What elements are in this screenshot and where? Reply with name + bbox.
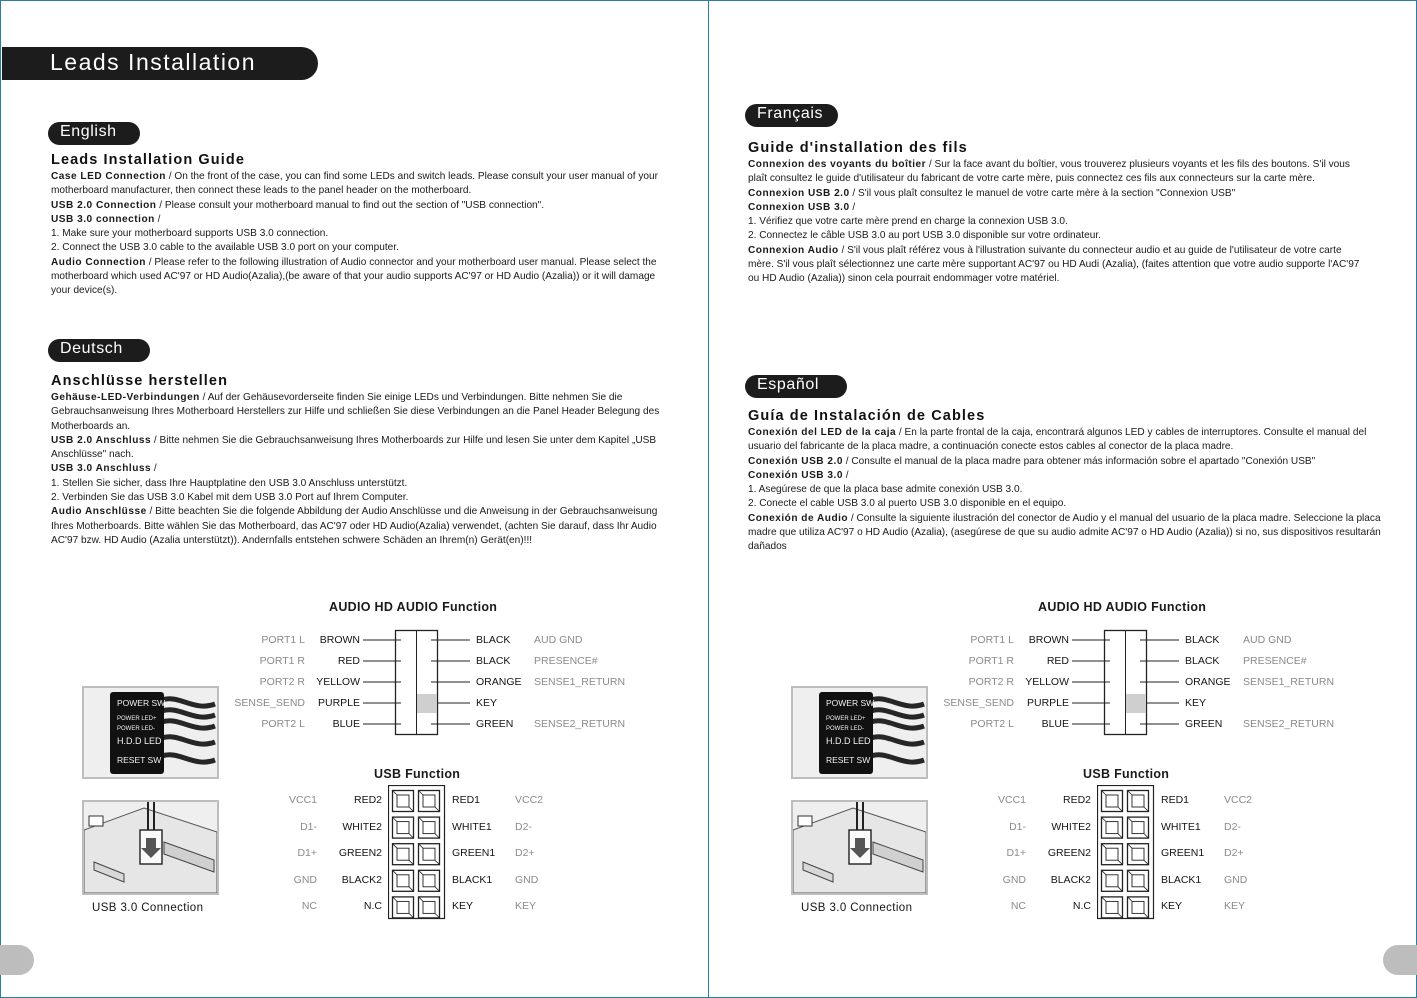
section-deutsch — [51, 372, 665, 548]
audio-pin-function-right: SENSE2_RETURN — [1243, 718, 1335, 730]
audio-wire-color-right: KEY — [476, 697, 498, 709]
audio-pin-function-left: PORT1 R — [259, 655, 305, 667]
usb-pin-function-left: D1- — [1009, 820, 1026, 833]
usb-wire-color-left: WHITE2 — [342, 820, 382, 833]
text-usb2: / S'il vous plaît consultez le manuel de votre carte mère à la section "Connexion USB" — [849, 187, 1236, 199]
section-espanol — [748, 407, 1388, 555]
lead-label: H.D.D LED — [826, 736, 871, 746]
audio-wire-color-right: BLACK — [476, 634, 511, 646]
lead-cable — [162, 699, 215, 706]
paragraph-usb3 — [51, 213, 663, 227]
paragraph-led — [51, 170, 663, 199]
lead-cable — [871, 737, 924, 744]
lead-cable — [871, 721, 924, 728]
label-usb3: USB 3.0 Anschluss — [51, 463, 152, 475]
front-panel-leads-photo — [791, 686, 928, 779]
usb-header-diagram — [388, 785, 458, 925]
text-usb3: / — [154, 213, 161, 225]
usb-wire-color-right: GREEN1 — [452, 847, 496, 860]
step-1: 1. Vérifiez que votre carte mère prend en charge la connexion USB 3.0. — [748, 216, 1068, 228]
paragraph-led — [748, 426, 1388, 455]
usb-wire-color-right: WHITE1 — [452, 820, 492, 833]
paragraph-usb3 — [748, 201, 1368, 215]
audio-function-title: AUDIO HD AUDIO Function — [329, 600, 498, 614]
usb-pin-function-left: GND — [293, 873, 317, 886]
usb-wire-color-right: WHITE1 — [1161, 820, 1201, 833]
audio-pin-function-left: PORT2 L — [261, 718, 305, 730]
paragraph-usb3 — [748, 469, 1388, 483]
motherboard-illustration — [84, 802, 217, 893]
label-led: Gehäuse-LED-Verbindungen — [51, 392, 200, 403]
usb-wire-color-left: N.C — [363, 900, 382, 913]
audio-wire-color-right: BLACK — [476, 655, 511, 667]
label-usb2: USB 2.0 Anschluss — [51, 434, 152, 446]
label-audio: Connexion Audio — [748, 244, 839, 256]
section-heading: Anschlüsse herstellen — [51, 373, 229, 389]
label-usb2: USB 2.0 Connection — [51, 199, 157, 211]
usb-wire-color-left: RED2 — [1062, 794, 1091, 806]
lead-cable — [162, 737, 215, 744]
audio-wire-color-left: BLUE — [1041, 718, 1069, 730]
section-english — [51, 151, 663, 299]
text-audio: / S'il vous plaît référez vous à l'illustration suivante du connecteur audio et au guide de l'utilisateur de votre carte mère. S'il vous plaît sélectionnez une carte mère supportant AC'97 ou HD Audi (Azalia), (faites attention que votre audio supporte l'AC'97 ou HD Audio (Azalia)) sinon cela pourrait endommager votre matériel. — [748, 244, 1360, 285]
audio-pin-function-right: PRESENCE# — [534, 655, 598, 667]
label-usb3: USB 3.0 connection — [51, 213, 155, 225]
paragraph-audio — [748, 512, 1388, 555]
lang-pill-deutsch: Deutsch — [48, 339, 150, 362]
audio-pin-function-left: PORT1 L — [261, 634, 305, 646]
audio-wire-color-left: BROWN — [1028, 634, 1069, 646]
audio-wire-color-left: YELLOW — [316, 676, 360, 688]
audio-wire-color-right: KEY — [1185, 697, 1207, 709]
label-audio: Conexión de Audio — [748, 512, 849, 524]
paragraph-usb3 — [51, 462, 665, 476]
step-2: 2. Verbinden Sie das USB 3.0 Kabel mit dem USB 3.0 Port auf Ihrem Computer. — [51, 492, 409, 504]
audio-pin-function-left: PORT1 R — [968, 655, 1014, 667]
lead-label: POWER SW — [826, 698, 875, 708]
usb-pin-function-right: GND — [515, 873, 539, 886]
usb-pin-function-right: VCC2 — [515, 794, 544, 806]
audio-function-title: AUDIO HD AUDIO Function — [1038, 600, 1207, 614]
text-usb3: / — [151, 463, 157, 475]
label-led: Case LED Connection — [51, 171, 166, 182]
paragraph-audio — [51, 256, 663, 299]
usb-wire-color-right: BLACK1 — [1161, 873, 1202, 886]
text-audio: / Bitte beachten Sie die folgende Abbildung der Audio Anschlüsse und die Anweisung in der Gebrauchsanweisung Ihres Motherboards. Bitte wählen Sie das Motherboard, das AC'97 oder HD Audio(Azalia) verwendet, (achten Sie darauf, dass Ihr Audio AC'97 bzw. HD Audio (Azalia unterstützt)). Andernfalls entstehen schwere Schäden an Ihrem(n) Gerät(en)!!! — [51, 506, 658, 546]
lead-label: POWER LED+ — [826, 716, 866, 722]
paragraph-usb2 — [51, 434, 665, 463]
audio-pin-function-left: PORT1 L — [970, 634, 1014, 646]
usb-function-title: USB Function — [374, 767, 461, 781]
audio-wire-color-left: PURPLE — [317, 697, 360, 709]
audio-wire-color-right: GREEN — [1185, 718, 1223, 730]
audio-pin-function-left: PORT2 R — [259, 676, 305, 688]
paragraph-audio — [51, 505, 665, 548]
audio-pin-function-left: SENSE_SEND — [234, 697, 305, 709]
text-led: / En la parte frontal de la caja, encontrará algunos LED y cables de interruptores. Consulte el manual del usuario del fabricante de la placa madre, a continuación conecte estos cables al conector de la placa madre. — [748, 427, 1367, 453]
paragraph-led — [51, 391, 665, 434]
usb-wire-color-right: KEY — [1161, 900, 1183, 913]
label-usb3: Conexión USB 3.0 — [748, 469, 843, 481]
text-usb2: / Bitte nehmen Sie die Gebrauchsanweisung Ihres Motherboards zur Hilfe und lesen Sie unter dem Kapitel „USB Anschlüsse" nach. — [51, 434, 657, 461]
usb3-connection-photo — [791, 800, 928, 895]
section-heading: Guía de Instalación de Cables — [748, 408, 986, 424]
audio-pin-function-left: PORT2 L — [970, 718, 1014, 730]
label-led: Conexión del LED de la caja — [748, 427, 897, 438]
lead-cable — [871, 710, 924, 717]
label-audio: Audio Connection — [51, 256, 146, 268]
usb-pin-function-right: D2+ — [1224, 847, 1244, 860]
usb-pin-function-left: D1+ — [1006, 847, 1026, 860]
section-francais — [748, 139, 1368, 287]
text-audio: / Consulte la siguiente ilustración del conector de Audio y el manual del usuario de la placa madre. Seleccione la placa madre que utiliza AC'97 o HD Audio (Azalia), (asegúrese de que su audio admite AC'97 o HD Audio (Azalia)) si no, sus dispositivos resultarán dañados — [748, 512, 1381, 553]
page-corner-left — [0, 945, 34, 975]
usb-function-title: USB Function — [1083, 767, 1170, 781]
usb-wire-color-right: KEY — [452, 900, 474, 913]
lead-label: POWER LED- — [117, 726, 156, 732]
board-socket — [89, 816, 103, 826]
audio-pin-function-right: AUD GND — [534, 634, 583, 646]
step-2: 2. Connect the USB 3.0 cable to the available USB 3.0 port on your computer. — [51, 242, 399, 254]
usb-wire-color-left: WHITE2 — [1051, 820, 1091, 833]
text-led: / Sur la face avant du boîtier, vous trouverez plusieurs voyants et les fils des boutons. S'il vous plaît consultez le guide d'utilisateur du fabricant de votre carte mère, puis connectez ces fils aux connecteurs sur la carte mère. — [748, 159, 1350, 185]
paragraph-usb2 — [748, 455, 1388, 469]
paragraph-usb2 — [748, 187, 1368, 201]
section-heading: Guide d'installation des fils — [748, 140, 968, 156]
usb-wire-color-left: N.C — [1072, 900, 1091, 913]
lead-label: POWER LED+ — [117, 716, 157, 722]
audio-pin-function-right: AUD GND — [1243, 634, 1292, 646]
usb-pin-function-left: GND — [1002, 873, 1026, 886]
step-2: 2. Connectez le câble USB 3.0 au port USB 3.0 disponible sur votre ordinateur. — [748, 230, 1101, 242]
audio-wire-color-left: BLUE — [332, 718, 360, 730]
lead-label: POWER SW — [117, 698, 166, 708]
motherboard-illustration — [793, 802, 926, 893]
audio-wire-color-left: PURPLE — [1026, 697, 1069, 709]
audio-pin-function-left: PORT2 R — [968, 676, 1014, 688]
label-usb2: Conexión USB 2.0 — [748, 455, 843, 467]
text-audio: / Please refer to the following illustration of Audio connector and your motherboard user manual. Please select the motherboard which used AC'97 or HD Audio(Azalia),(be aware of that your audio supports AC'97 or HD Audio (Azalia)) or it will damage your device(s). — [51, 256, 657, 297]
audio-wire-color-right: ORANGE — [1185, 676, 1231, 688]
usb-wire-color-left: GREEN2 — [1047, 847, 1091, 860]
usb-pin-function-left: VCC1 — [997, 794, 1026, 806]
usb-wire-color-left: BLACK2 — [1050, 873, 1091, 886]
usb-wire-color-right: GREEN1 — [1161, 847, 1205, 860]
lead-cable — [871, 699, 924, 706]
usb-pin-function-right: VCC2 — [1224, 794, 1253, 806]
usb-pin-function-right: D2- — [1224, 820, 1241, 833]
text-led: / Auf der Gehäusevorderseite finden Sie einige LEDs und Verbindungen. Bitte nehmen Sie die Gebrauchsanweisung Ihres Motherboard Herstellers zur Hilfe und schließen Sie diese Verbindungen an die Panel Header Belegung des Motherboards an. — [51, 392, 660, 432]
lang-pill-espanol: Español — [745, 375, 847, 398]
usb-pin-function-right: KEY — [515, 900, 537, 913]
usb-wire-color-right: RED1 — [452, 794, 481, 806]
front-panel-leads-photo — [82, 686, 219, 779]
audio-wire-color-right: ORANGE — [476, 676, 522, 688]
usb-pin-function-left: NC — [1010, 900, 1026, 913]
label-audio: Audio Anschlüsse — [51, 506, 147, 518]
step-1: 1. Stellen Sie sicher, dass Ihre Hauptplatine den USB 3.0 Anschluss unterstützt. — [51, 477, 408, 489]
usb3-connection-caption: USB 3.0 Connection — [92, 902, 204, 914]
audio-wire-color-left: BROWN — [319, 634, 360, 646]
audio-wire-color-right: BLACK — [1185, 655, 1220, 667]
usb-header-diagram — [1097, 785, 1167, 925]
usb-pin-function-right: D2+ — [515, 847, 535, 860]
audio-pin-function-right: PRESENCE# — [1243, 655, 1307, 667]
paragraph-usb2 — [51, 199, 663, 213]
step-1: 1. Asegúrese de que la placa base admite conexión USB 3.0. — [748, 484, 1023, 496]
audio-wire-color-left: RED — [1046, 655, 1069, 667]
audio-wire-color-right: GREEN — [476, 718, 514, 730]
label-usb2: Connexion USB 2.0 — [748, 187, 850, 199]
lang-pill-francais: Français — [745, 104, 838, 127]
audio-pin-function-right: SENSE1_RETURN — [1243, 676, 1335, 688]
usb-pin-function-right: GND — [1224, 873, 1248, 886]
lang-pill-english: English — [48, 122, 140, 145]
lead-label: H.D.D LED — [117, 736, 162, 746]
page-corner-right — [1383, 945, 1417, 975]
text-usb3: / — [842, 469, 849, 481]
paragraph-led — [748, 158, 1368, 187]
label-led: Connexion des voyants du boîtier — [748, 159, 927, 170]
lead-cable — [162, 721, 215, 728]
audio-pin-function-right: SENSE1_RETURN — [534, 676, 626, 688]
text-led: / On the front of the case, you can find some LEDs and switch leads. Please consult your user manual of your motherboard manufacturer, then connect these leads to the panel header on the motherboard. — [51, 171, 658, 197]
lead-cable — [162, 755, 215, 762]
audio-pin-function-left: SENSE_SEND — [943, 697, 1014, 709]
usb-pin-function-left: D1- — [300, 820, 317, 833]
usb-wire-color-left: GREEN2 — [338, 847, 382, 860]
step-2: 2. Conecte el cable USB 3.0 al puerto USB 3.0 disponible en el equipo. — [748, 498, 1067, 510]
usb3-connection-photo — [82, 800, 219, 895]
lead-label: RESET SW — [826, 755, 871, 765]
board-socket — [798, 816, 812, 826]
audio-wire-color-left: YELLOW — [1025, 676, 1069, 688]
audio-wire-color-left: RED — [337, 655, 360, 667]
usb-wire-color-right: RED1 — [1161, 794, 1190, 806]
usb-wire-color-left: RED2 — [353, 794, 382, 806]
usb-pin-function-left: D1+ — [297, 847, 317, 860]
text-usb3: / — [849, 201, 856, 213]
page-title: Leads Installation — [2, 47, 318, 80]
lead-label: POWER LED- — [826, 726, 865, 732]
usb-wire-color-right: BLACK1 — [452, 873, 493, 886]
usb3-connection-caption: USB 3.0 Connection — [801, 902, 913, 914]
lead-cable — [871, 755, 924, 762]
lead-cable — [162, 710, 215, 717]
paragraph-audio — [748, 244, 1368, 287]
page-divider — [708, 0, 709, 998]
audio-pin-function-right: SENSE2_RETURN — [534, 718, 626, 730]
audio-key-pin — [1126, 694, 1146, 713]
label-usb3: Connexion USB 3.0 — [748, 201, 850, 213]
audio-key-pin — [417, 694, 437, 713]
usb-pin-function-left: VCC1 — [288, 794, 317, 806]
usb-pin-function-left: NC — [301, 900, 317, 913]
lead-label: RESET SW — [117, 755, 162, 765]
text-usb2: / Consulte el manual de la placa madre para obtener más información sobre el apartado "Conexión USB" — [842, 455, 1316, 467]
text-usb2: / Please consult your motherboard manual to find out the section of "USB connection". — [156, 199, 545, 211]
section-heading: Leads Installation Guide — [51, 152, 245, 168]
audio-wire-color-right: BLACK — [1185, 634, 1220, 646]
usb-pin-function-right: KEY — [1224, 900, 1246, 913]
usb-pin-function-right: D2- — [515, 820, 532, 833]
step-1: 1. Make sure your motherboard supports USB 3.0 connection. — [51, 228, 329, 240]
usb-wire-color-left: BLACK2 — [341, 873, 382, 886]
